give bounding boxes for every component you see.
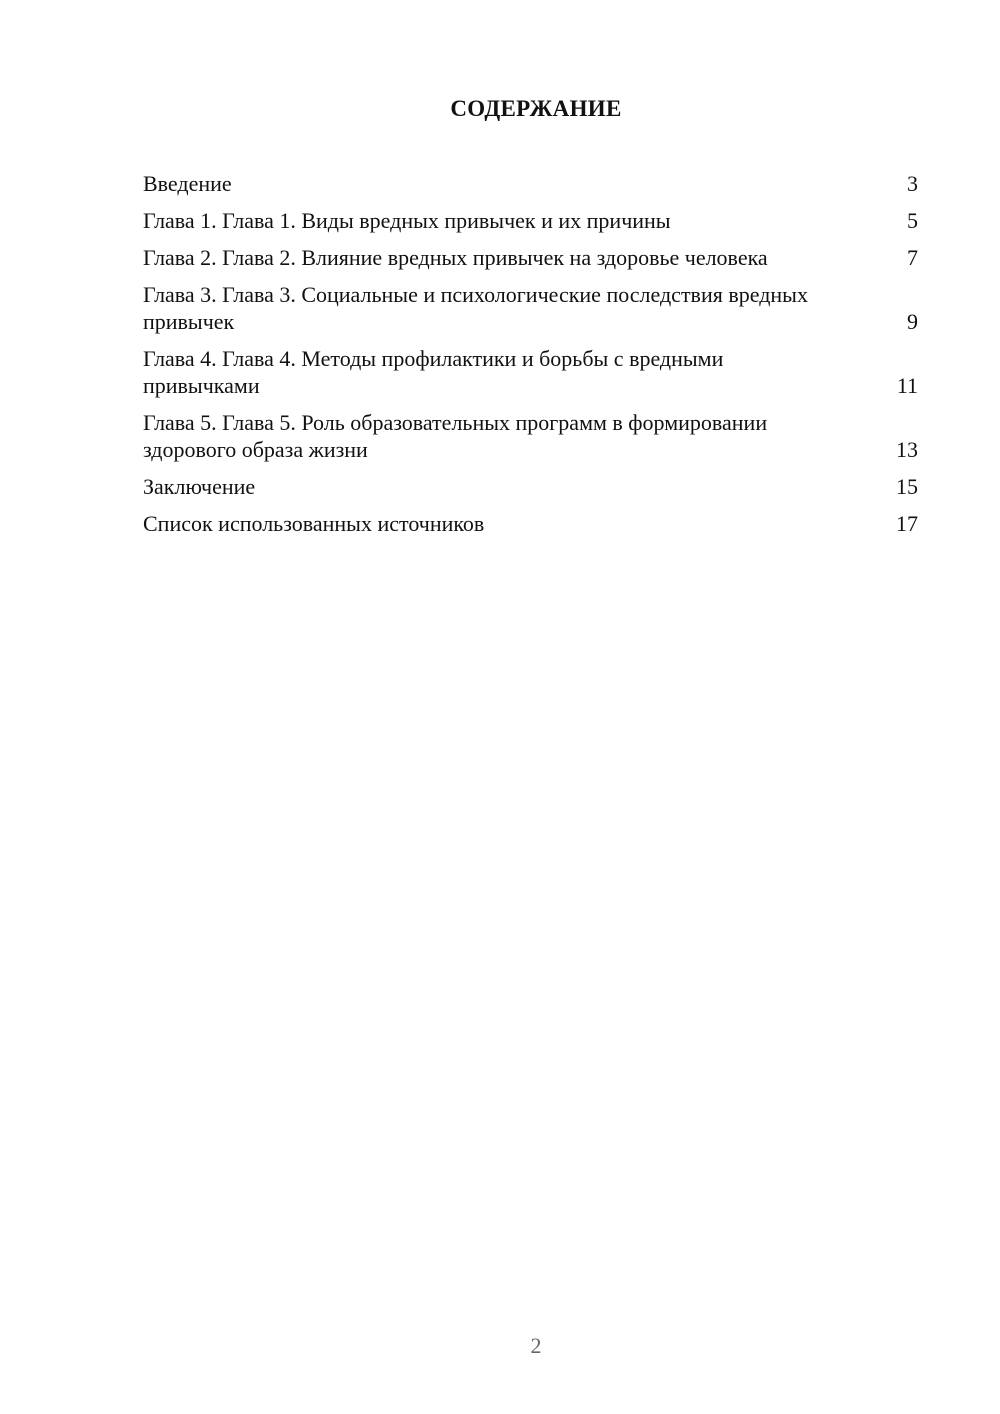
toc-entry-page: 13 <box>896 437 918 462</box>
toc-entry-text: Введение <box>143 171 232 196</box>
toc-entry-references[interactable] <box>143 510 918 537</box>
toc-entry-text: Глава 1. Глава 1. Виды вредных привычек и их причины <box>143 208 671 233</box>
toc-entry-conclusion[interactable] <box>143 473 918 500</box>
toc-entry-page: 11 <box>896 373 918 398</box>
toc-entry-page: 5 <box>907 208 918 233</box>
toc-title: СОДЕРЖАНИЕ <box>450 96 622 121</box>
toc-entry-chapter-3[interactable] <box>143 281 918 335</box>
toc-entry-chapter-5[interactable] <box>143 409 918 463</box>
toc-entry-page: 7 <box>907 245 918 270</box>
toc-entry-page: 17 <box>896 511 918 536</box>
toc-entry-text: Глава 3. Глава 3. Социальные и психологические последствия вредных привычек <box>143 282 808 334</box>
toc-entry-text: Заключение <box>143 474 256 499</box>
toc-entry-text: Список использованных источников <box>143 511 485 536</box>
toc-entry-page: 3 <box>907 171 918 196</box>
toc-entry-page: 15 <box>896 474 918 499</box>
toc-entry-page: 9 <box>907 309 918 334</box>
toc-entry-text: Глава 4. Глава 4. Методы профилактики и борьбы с вредными привычками <box>143 346 724 398</box>
toc-entry-chapter-2[interactable] <box>143 244 918 271</box>
toc-entry-chapter-1[interactable] <box>143 207 918 234</box>
page-number: 2 <box>530 1333 542 1358</box>
toc-entry-text: Глава 2. Глава 2. Влияние вредных привычек на здоровье человека <box>143 245 768 270</box>
toc-entry-chapter-4[interactable] <box>143 345 918 399</box>
toc-entry-introduction[interactable] <box>143 170 918 197</box>
toc-entry-text: Глава 5. Глава 5. Роль образовательных программ в формировании здорового образа жизни <box>143 410 768 462</box>
table-of-contents <box>143 170 918 547</box>
